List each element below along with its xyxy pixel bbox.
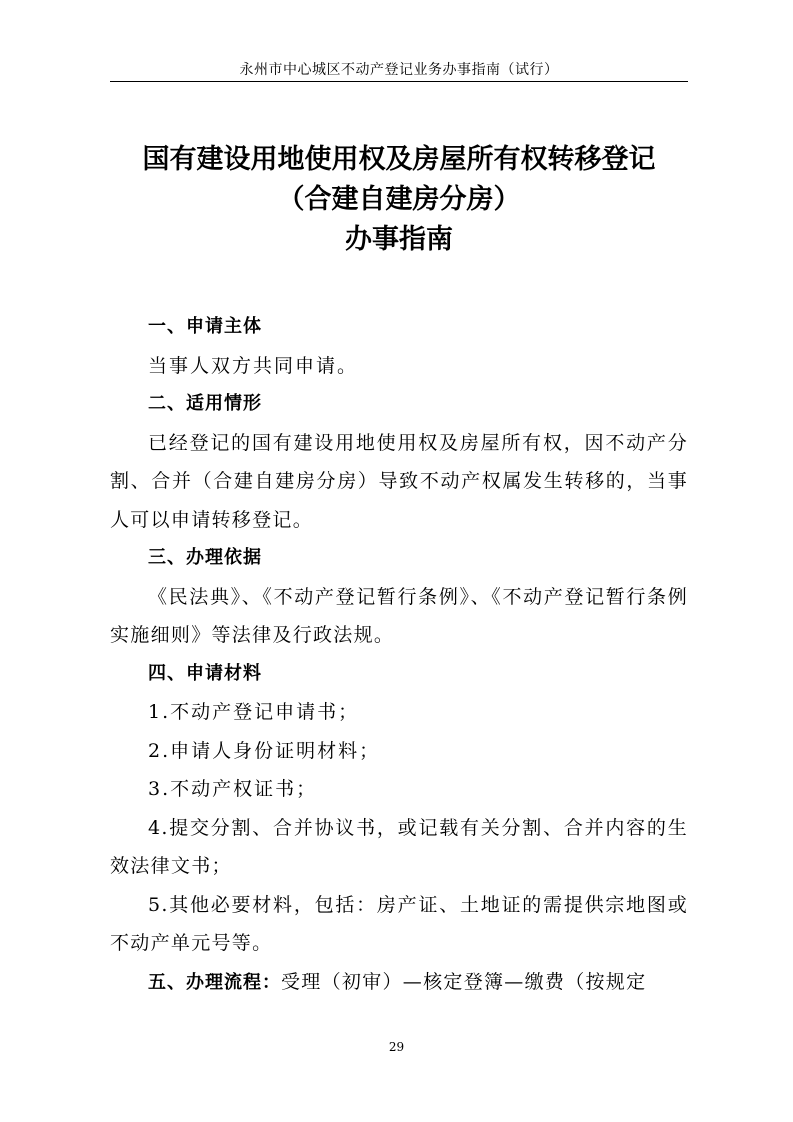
section-heading-process: 五、办理流程： [148, 971, 281, 993]
title-line-3: 办事指南 [345, 224, 453, 255]
section-text-process: 受理（初审）—核定登簿—缴费（按规定 [281, 970, 647, 993]
section-text-scope: 已经登记的国有建设用地使用权及房屋所有权，因不动产分割、合并（合建自建房分房）导致不动产权属发生转移的，当事人可以申请转移登记。 [110, 431, 688, 531]
section-heading-basis: 三、办理依据 [148, 547, 262, 568]
section-heading-applicant: 一、申请主体 [148, 316, 262, 337]
document-body [110, 308, 688, 1002]
header-divider [110, 81, 688, 82]
document-title [110, 140, 688, 260]
material-item-4: 4.提交分割、合并协议书，或记载有关分割、合并内容的生效法律文书； [110, 816, 688, 877]
title-line-2: （合建自建房分房） [277, 184, 521, 215]
section-heading-materials: 四、申请材料 [148, 662, 262, 684]
material-item-1: 1.不动产登记申请书； [148, 701, 360, 723]
section-heading-scope: 二、适用情形 [148, 393, 262, 414]
section-text-basis: 《民法典》、《不动产登记暂行条例》、《不动产登记暂行条例实施细则》等法律及行政法规。 [110, 585, 688, 646]
material-item-2: 2.申请人身份证明材料； [148, 739, 381, 762]
section-text-applicant: 当事人双方共同申请。 [148, 354, 359, 377]
material-item-5: 5.其他必要材料，包括：房产证、土地证的需提供宗地图或不动产单元号等。 [110, 893, 688, 954]
running-header: 永州市中心城区不动产登记业务办事指南（试行） [239, 62, 559, 78]
page-number: 29 [388, 1040, 405, 1054]
material-item-3: 3.不动产权证书； [148, 778, 318, 800]
title-line-1: 国有建设用地使用权及房屋所有权转移登记 [142, 144, 656, 175]
section-process [110, 963, 688, 1003]
